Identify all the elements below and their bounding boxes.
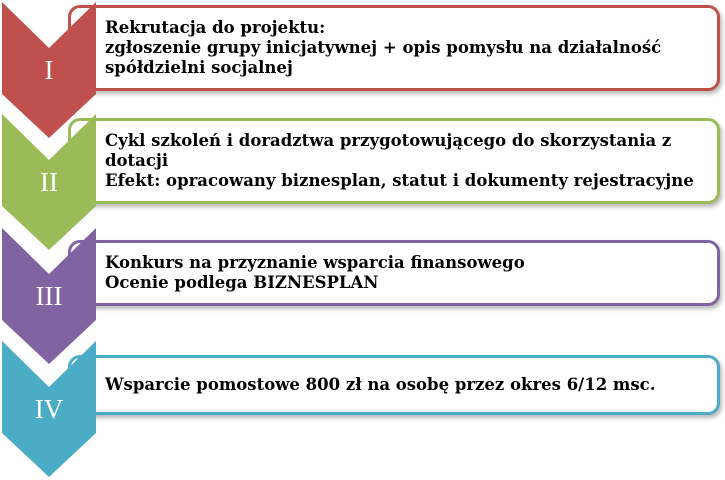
step-2-numeral: II (40, 167, 58, 197)
step-2-line-2: dotacji (105, 151, 169, 170)
step-3-line-2: Ocenie podlega BIZNESPLAN (105, 273, 379, 292)
step-2-line-1: Cykl szkoleń i doradztwa przygotowującego do skorzystania z (105, 131, 672, 150)
step-1-box (68, 5, 720, 91)
step-4-numeral: IV (34, 394, 64, 424)
step-1-numeral: I (44, 55, 54, 85)
step-4-line-1: Wsparcie pomostowe 800 zł na osobę przez okres 6/12 msc. (105, 375, 656, 394)
step-1-line-1: Rekrutacja do projektu: (105, 18, 326, 37)
step-2-content (105, 131, 711, 191)
step-3-line-1: Konkurs na przyznanie wsparcia finansowego (105, 253, 525, 272)
step-2-box (68, 118, 720, 204)
step-3-box (68, 240, 720, 306)
step-1-line-2: zgłoszenie grupy inicjatywnej + opis pomysłu na działalność (105, 38, 662, 57)
step-4-content (105, 375, 711, 395)
step-1-content (105, 18, 711, 78)
step-3-content (105, 253, 711, 293)
step-3-numeral: III (35, 281, 63, 311)
step-1-line-3: spółdzielni socjalnej (105, 58, 293, 77)
step-2-line-3: Efekt: opracowany biznesplan, statut i dokumenty rejestracyjne (105, 171, 694, 190)
step-4-box (68, 355, 720, 415)
